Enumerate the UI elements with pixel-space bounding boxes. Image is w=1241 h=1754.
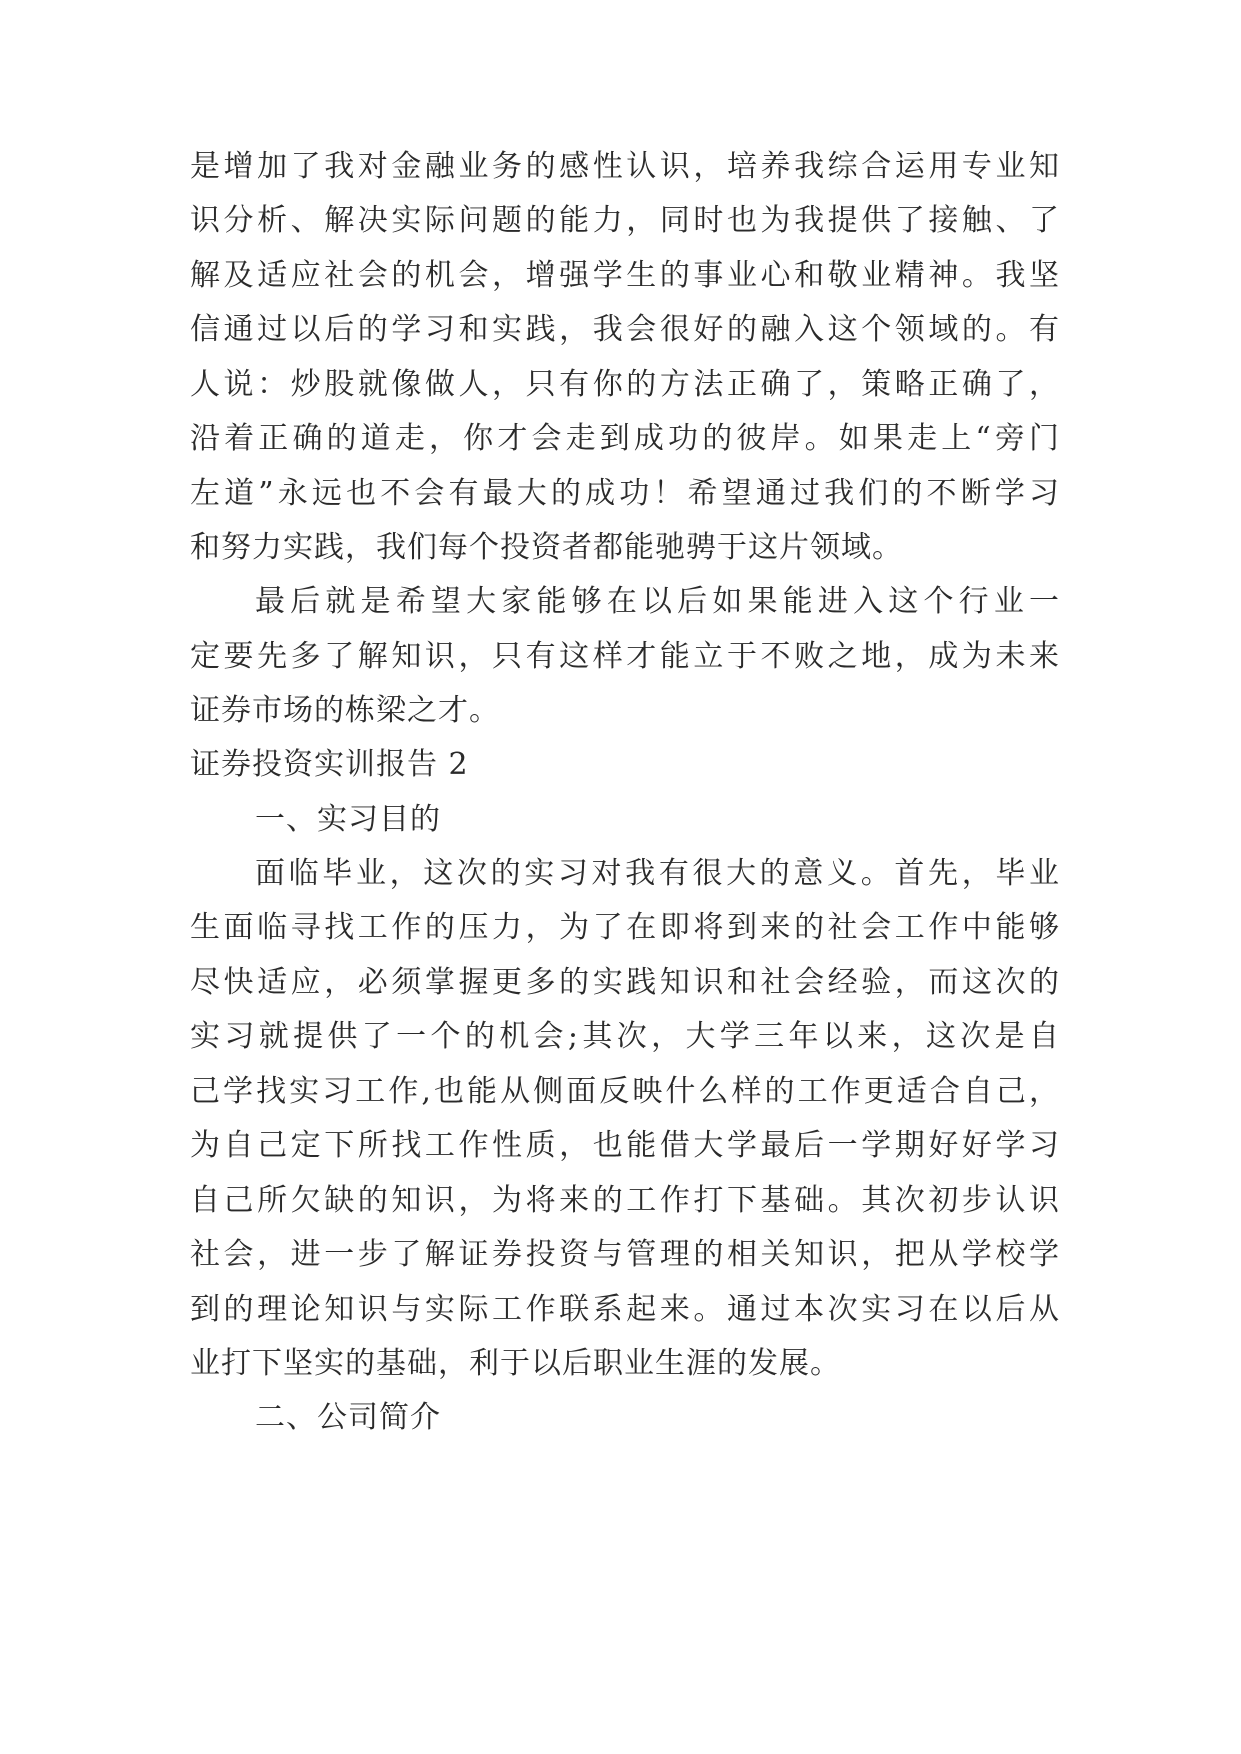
paragraph-line: 信通过以后的学习和实践，我会很好的融入这个领域的。有	[190, 312, 1060, 347]
report-title: 证券投资实训报告 2	[190, 747, 469, 782]
paragraph-line: 证券市场的栋梁之才。	[190, 693, 500, 728]
paragraph-line: 和努力实践，我们每个投资者都能驰骋于这片领域。	[190, 530, 903, 565]
paragraph-line: 己学找实习工作,也能从侧面反映什么样的工作更适合自己，	[190, 1074, 1060, 1109]
section-heading: 二、公司简介	[255, 1400, 441, 1435]
paragraph-line: 实习就提供了一个的机会;其次，大学三年以来，这次是自	[190, 1019, 1060, 1054]
paragraph-line: 识分析、解决实际问题的能力，同时也为我提供了接触、了	[190, 203, 1060, 238]
paragraph-line: 人说：炒股就像做人，只有你的方法正确了，策略正确了，	[190, 367, 1060, 402]
paragraph-line: 定要先多了解知识，只有这样才能立于不败之地，成为未来	[190, 639, 1060, 674]
paragraph-line: 尽快适应，必须掌握更多的实践知识和社会经验，而这次的	[190, 965, 1060, 1000]
paragraph-line: 左道”永远也不会有最大的成功！希望通过我们的不断学习	[190, 476, 1060, 511]
paragraph-line: 生面临寻找工作的压力，为了在即将到来的社会工作中能够	[190, 910, 1060, 945]
paragraph-line: 面临毕业，这次的实习对我有很大的意义。首先，毕业	[255, 856, 1060, 891]
paragraph-line: 业打下坚实的基础，利于以后职业生涯的发展。	[190, 1346, 841, 1381]
paragraph-line: 社会，进一步了解证券投资与管理的相关知识，把从学校学	[190, 1237, 1060, 1272]
paragraph-line: 到的理论知识与实际工作联系起来。通过本次实习在以后从	[190, 1292, 1060, 1327]
paragraph-line: 最后就是希望大家能够在以后如果能进入这个行业一	[255, 584, 1060, 619]
paragraph-line: 为自己定下所找工作性质，也能借大学最后一学期好好学习	[190, 1128, 1060, 1163]
paragraph-line: 是增加了我对金融业务的感性认识，培养我综合运用专业知	[190, 149, 1060, 184]
paragraph-line: 解及适应社会的机会，增强学生的事业心和敬业精神。我坚	[190, 258, 1060, 293]
paragraph-line: 自己所欠缺的知识，为将来的工作打下基础。其次初步认识	[190, 1183, 1060, 1218]
section-heading: 一、实习目的	[255, 802, 441, 837]
paragraph-line: 沿着正确的道走，你才会走到成功的彼岸。如果走上“旁门	[190, 421, 1060, 456]
